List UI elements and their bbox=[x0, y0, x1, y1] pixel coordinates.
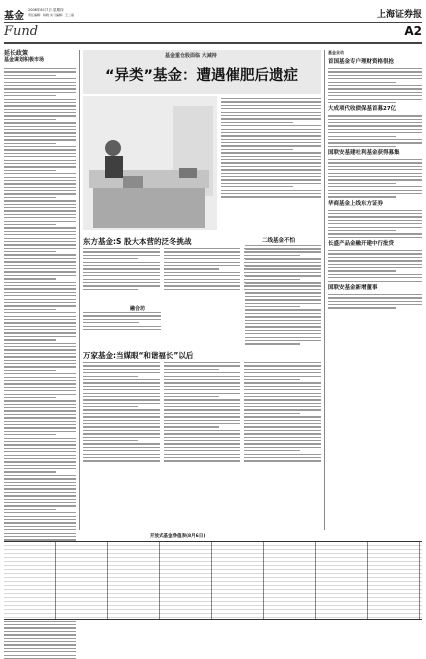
right-h6-text bbox=[328, 294, 422, 309]
left-headline: 延长政策 bbox=[4, 50, 29, 57]
left-column-divider bbox=[79, 50, 80, 530]
right-h3: 国联安基建吐利基金获得募集 bbox=[328, 150, 400, 157]
photo-illustration bbox=[83, 96, 217, 230]
banner-overline: 基金重仓股面临 大减持 bbox=[165, 53, 217, 59]
column-divider-right bbox=[324, 50, 325, 530]
right-h4: 华商基金上线东方证券 bbox=[328, 200, 384, 207]
bottom-table bbox=[4, 541, 422, 620]
right-top-label: 基金业动 bbox=[328, 50, 344, 55]
center-banner bbox=[83, 50, 321, 94]
feature-photo bbox=[83, 96, 217, 230]
main-title: “异类”基金：遭遇催肥后遗症 bbox=[105, 68, 299, 84]
sidebar-small-text bbox=[83, 312, 161, 332]
right-h5-text bbox=[328, 250, 422, 282]
right-h3-text bbox=[328, 159, 422, 198]
left-subhead: 基金谋划积极市场 bbox=[4, 57, 45, 63]
right-h4-text bbox=[328, 210, 422, 238]
sub-headline-1: 东方基金:S 股大本营的泛冬挑战 bbox=[83, 237, 192, 246]
page-label: Fund bbox=[4, 24, 39, 39]
small-1-text bbox=[245, 245, 321, 347]
masthead bbox=[4, 4, 422, 48]
right-column bbox=[328, 50, 422, 530]
sub2-text bbox=[83, 362, 321, 464]
right-h1: 首国基金专户理财资格很抢 bbox=[328, 59, 395, 65]
page-number: A2 bbox=[404, 24, 422, 38]
right-h2-text bbox=[328, 115, 422, 147]
bottom-table-title: 开放式基金净值表(8月6日) bbox=[150, 534, 206, 539]
masthead-rule bbox=[4, 22, 422, 23]
right-h6: 国联安基金新增董事 bbox=[328, 284, 378, 291]
paper-name: 上海证券报 bbox=[376, 10, 422, 20]
section-label: 基金 bbox=[4, 11, 24, 22]
right-h5: 长盛产品金融开建中行批贷 bbox=[328, 241, 395, 248]
right-h2: 大成项代收债保基首募27亿 bbox=[328, 106, 397, 113]
meta-line-2: 责任编辑：杨晓 实习编辑：王二丽 bbox=[28, 13, 74, 17]
left-column bbox=[4, 50, 76, 530]
right-h1-text bbox=[328, 68, 422, 103]
sub-headline-2: 万家基金:当媒眼“和谐福长”以后 bbox=[83, 351, 194, 360]
small-heading-1: 二线基金不怕 bbox=[262, 238, 296, 244]
masthead-rule-bottom bbox=[4, 42, 422, 44]
sidebar-heading-small: 融合坊 bbox=[130, 306, 146, 312]
photo-side-text bbox=[221, 98, 321, 200]
meta-line: 2008年8月7日 星期四 bbox=[28, 8, 64, 12]
